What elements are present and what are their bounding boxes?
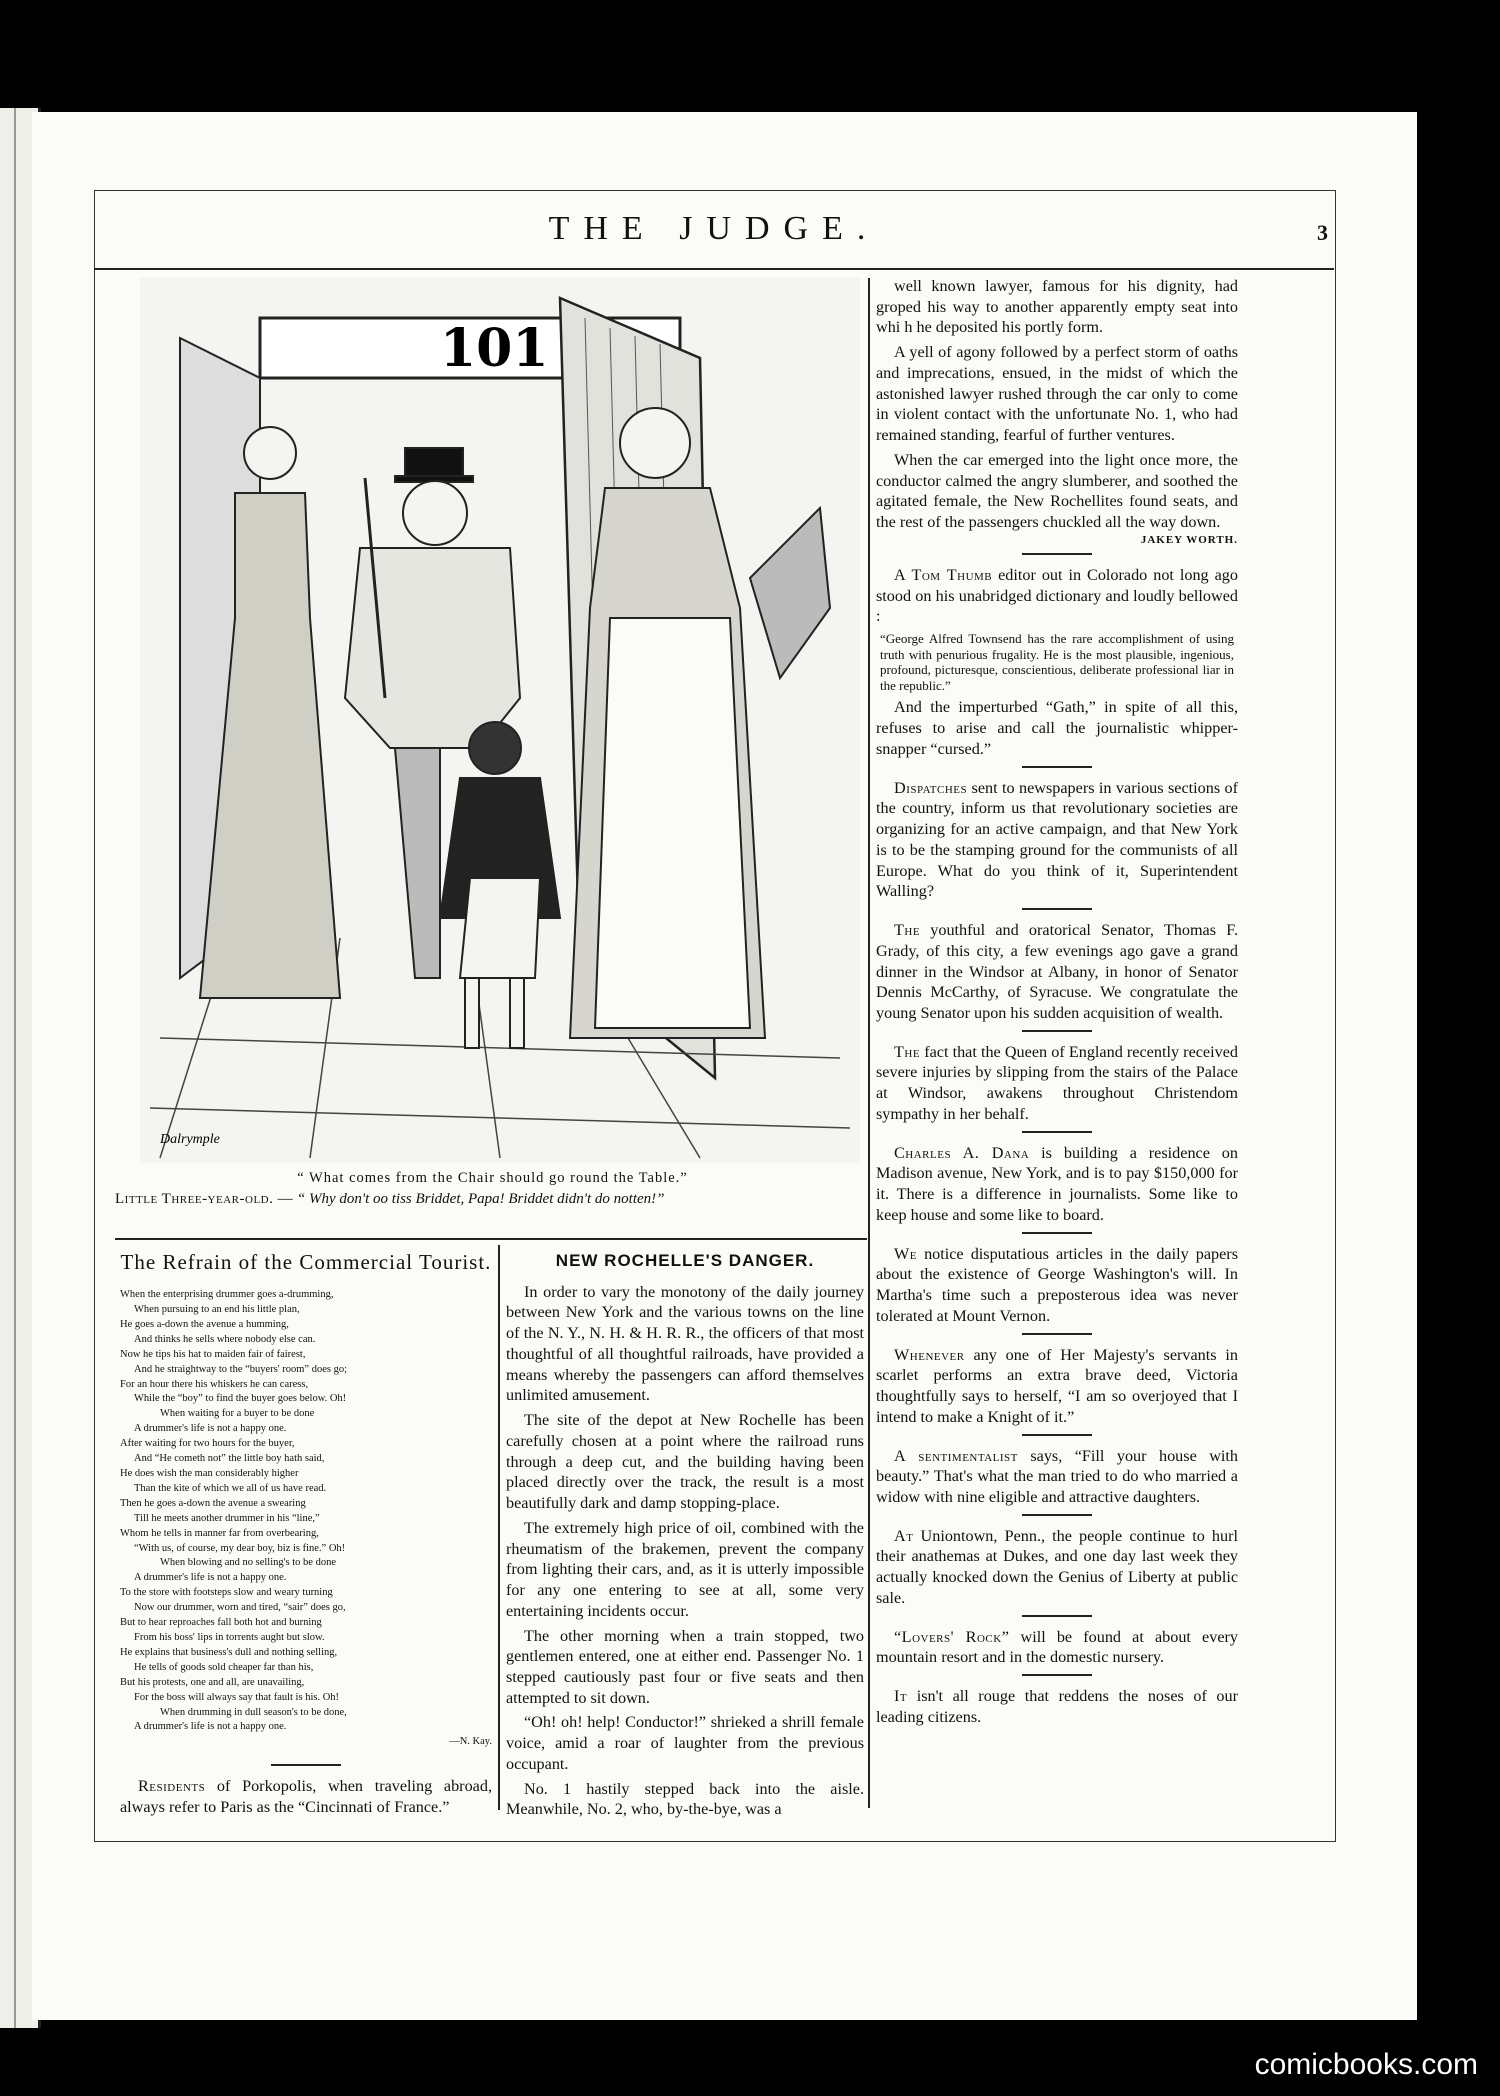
poem-line: He does wish the man considerably higher <box>120 1468 299 1480</box>
poem-line: Than the kite of which we all of us have read. <box>134 1482 327 1494</box>
poem-line: But to hear reproaches fall both hot and burning <box>120 1617 322 1629</box>
cartoon-illustration <box>140 278 860 1163</box>
news-item <box>876 1042 1238 1125</box>
news-item <box>876 920 1238 1024</box>
news-item-text: says, “Fill your house with beauty.” That's what the man tried to do who married a widow with nine eligible and attractive daughters. <box>876 1446 1238 1506</box>
poem-line: He goes a-down the avenue a humming, <box>120 1318 289 1330</box>
news-item-text: any one of Her Majesty's servants in scarlet performs an extra brave deed, Victoria thoughtfully says to herself, “I am so overjoyed that I intend to make a Knight of it.” <box>876 1345 1238 1426</box>
news-item <box>876 1526 1238 1609</box>
poem-line: For an hour there his whiskers he can caress, <box>120 1378 309 1390</box>
poem-line: And he straightway to the “buyers' room” does go; <box>134 1363 348 1375</box>
news-item-text: fact that the Queen of England recently received severe injuries by slipping from the stairs of the Palace at Windsor, awakens throughout Christendom sympathy in her behalf. <box>876 1042 1238 1123</box>
section-divider <box>1022 908 1092 910</box>
section-divider <box>1022 553 1092 555</box>
section-divider <box>1022 1674 1092 1676</box>
poem-line: When drumming in dull season's to be done, <box>160 1706 347 1718</box>
section-divider <box>271 1764 341 1766</box>
news-item-text: is building a residence on Madison avenue, New York, and is to pay $150,000 for it. There is a difference in journalists. Some like to keep house and some like to board. <box>876 1143 1238 1224</box>
poem-title: The Refrain of the Commercial Tourist. <box>120 1250 492 1274</box>
watermark: comicbooks.com <box>1254 2048 1478 2081</box>
poem-line: Now he tips his hat to maiden fair of fairest, <box>120 1348 306 1360</box>
news-item-lead: A sentimentalist <box>894 1446 1018 1465</box>
news-item-lead: We <box>894 1244 917 1263</box>
article-paragraph: In order to vary the monotony of the daily journey between New York and the various towns on the line of the N. Y., N. H. & H. R. R., the officers of that most thoughtful of all thoughtful railroads, have provided a means whereby the passengers can afford themselves unlimited amusement. <box>506 1282 864 1405</box>
article-paragraph: “Oh! oh! help! Conductor!” shrieked a shrill female voice, amid a roar of laughter from the previous occupant. <box>506 1713 864 1773</box>
article-signature: JAKEY WORTH. <box>1140 533 1238 546</box>
poem-line: And “He cometh not” the little boy hath said, <box>134 1453 325 1465</box>
news-items <box>876 553 1238 1728</box>
right-column <box>876 276 1238 1732</box>
porkopolis-text: of Porkopolis, when traveling abroad, always refer to Paris as the “Cincinnati of France.” <box>120 1777 492 1816</box>
news-item <box>876 1686 1238 1727</box>
article-paragraph: The site of the depot at New Rochelle has been carefully chosen at a point where the railroad runs through a deep cut, and the building having been placed directly over the track, the result is a most beautifully dark and damp stopping-place. <box>506 1411 864 1513</box>
article-paragraph: The other morning when a train stopped, two gentlemen entered, one at either end. Passenger No. 1 stepped cautiously past four or five seats and then attempted to sit down. <box>506 1626 864 1707</box>
poem-line: While the “boy” to find the buyer goes below. Oh! <box>134 1393 347 1405</box>
caption-rule <box>115 1238 867 1240</box>
page-number: 3 <box>1317 220 1328 245</box>
header-rule <box>94 268 1334 270</box>
section-divider <box>1022 1434 1092 1436</box>
poem-line: When waiting for a buyer to be done <box>160 1408 315 1420</box>
poem-author: —N. Kay. <box>449 1736 492 1748</box>
section-divider <box>1022 1333 1092 1335</box>
poem-line: Then he goes a-down the avenue a swearing <box>120 1497 306 1509</box>
article-continuation <box>876 276 1238 533</box>
poem-column <box>120 1250 492 1822</box>
poem-line: He tells of goods sold cheaper far than his, <box>134 1661 314 1673</box>
poem-line: After waiting for two hours for the buyer, <box>120 1438 295 1450</box>
caption-quote: “ Why don't oo tiss Briddet, Papa! Briddet didn't do notten!” <box>296 1191 665 1207</box>
news-item-lead: The <box>894 1042 921 1061</box>
article-paragraph: well known lawyer, famous for his dignity, had groped his way to another apparently empty seat into whi h he deposited his portly form. <box>876 277 1238 337</box>
news-item-lead: A Tom Thumb <box>894 565 993 584</box>
article-paragraph: No. 1 hastily stepped back into the aisle. Meanwhile, No. 2, who, by-the-bye, was a <box>506 1779 864 1819</box>
masthead: THE JUDGE. <box>548 210 880 247</box>
news-item-text: editor out in Colorado not long ago stood on his unabridged dictionary and loudly bellowed : <box>876 565 1238 626</box>
poem-line: And thinks he sells where nobody else can. <box>134 1333 316 1345</box>
caption-dialogue <box>115 1190 870 1209</box>
poem-body <box>120 1288 492 1750</box>
poem-line: A drummer's life is not a happy one. <box>134 1721 287 1733</box>
poem-line: To the store with footsteps slow and weary turning <box>120 1587 333 1599</box>
poem-line: When blowing and no selling's to be done <box>160 1557 336 1569</box>
section-divider <box>1022 1232 1092 1234</box>
news-item <box>876 778 1238 902</box>
poem-line: But his protests, one and all, are unavailing, <box>120 1676 305 1688</box>
caption-speaker: Little Three-year-old. — <box>115 1191 294 1207</box>
news-item-lead: At <box>894 1526 914 1545</box>
poem-line: Whom he tells in manner far from overbearing, <box>120 1527 319 1539</box>
news-item-text: notice disputatious articles in the daily papers about the existence of George Washington's will. In Martha's time such a preposterous idea was never tolerated at Mount Vernon. <box>876 1244 1238 1325</box>
news-item-lead: Charles A. Dana <box>894 1143 1030 1162</box>
news-item-quote: “George Alfred Townsend has the rare accomplishment of using truth with penurious frugality. He is the most plausible, ingenious, profound, picturesque, conscientious, deliberate professional liar in the republic.” <box>880 631 1234 693</box>
news-item-text: will be found at about every mountain resort and in the domestic nursery. <box>876 1627 1238 1667</box>
section-divider <box>1022 1131 1092 1133</box>
column-rule-right <box>868 278 870 1808</box>
news-item <box>876 1446 1238 1508</box>
artist-signature: Dalrymple <box>160 1132 220 1147</box>
page-header <box>94 210 1334 270</box>
poem-line: Now our drummer, worn and tired, “sair” does go, <box>134 1602 346 1614</box>
article-paragraph: The extremely high price of oil, combined with the rheumatism of the brakemen, prevent the company from lighting their cars, and, as it is utterly impossible for any one entering to see at all, some very entertaining incidents occur. <box>506 1518 864 1620</box>
column-rule-middle <box>498 1245 500 1810</box>
article-title: NEW ROCHELLE'S DANGER. <box>555 1251 815 1270</box>
news-item-lead: “Lovers' Rock” <box>894 1627 1010 1646</box>
poem-line: A drummer's life is not a happy one. <box>134 1572 287 1584</box>
article-paragraph: A yell of agony followed by a perfect storm of oaths and imprecations, ensued, in the midst of which the astonished lawyer rushed through the car only to come in violent contact with the unfortunate No. 1, who had remained standing, fearful of further ventures. <box>876 343 1238 445</box>
news-item-text: sent to newspapers in various sections of the country, inform us that revolutionary societies are organizing for an active campaign, and that New York is to be the stamping ground for the communists of all Europe. What do you think of it, Superintendent Walling? <box>876 778 1238 901</box>
news-item-text: isn't all rouge that reddens the noses of our leading citizens. <box>876 1687 1238 1726</box>
section-divider <box>1022 1030 1092 1032</box>
news-item <box>876 565 1238 627</box>
caption-title: “ What comes from the Chair should go round the Table.” <box>297 1170 688 1186</box>
section-divider <box>1022 1514 1092 1516</box>
article-body <box>506 1282 864 1820</box>
poem-line: From his boss' lips in torrents aught but slow. <box>134 1631 325 1643</box>
news-item-text: And the imperturbed “Gath,” in spite of all this, refuses to arise and call the journalistic whipper-snapper “cursed.” <box>876 698 1238 758</box>
poem-line: Till he meets another drummer in his “line,” <box>134 1512 320 1524</box>
article-paragraph: When the car emerged into the light once more, the conductor calmed the angry slumberer, and soothed the agitated female, the New Rochellites found seats, and the rest of the passengers chuckled all the way down. <box>876 450 1238 532</box>
news-item-text: youthful and oratorical Senator, Thomas F. Grady, of this city, a few evenings ago gave a grand dinner in the Windsor at Albany, in honor of Senator Dennis McCarthy, of Syracuse. We congratulate the young Senator upon his sudden acquisition of wealth. <box>876 921 1238 1023</box>
news-item-lead: The <box>894 921 921 940</box>
news-item <box>876 1244 1238 1327</box>
news-item-lead: Whenever <box>894 1345 965 1364</box>
section-divider <box>1022 1615 1092 1617</box>
poem-line: When pursuing to an end his little plan, <box>134 1304 300 1316</box>
poem-line: A drummer's life is not a happy one. <box>134 1423 287 1435</box>
news-item-text: Uniontown, Penn., the people continue to hurl their anathemas at Dukes, and one day last week they actually knocked down the Genius of Liberty at public sale. <box>876 1526 1238 1607</box>
porkopolis-lead: Residents <box>138 1777 206 1796</box>
article-column <box>506 1250 864 1824</box>
news-item-lead: It <box>894 1687 908 1706</box>
poem-line: “With us, of course, my dear boy, biz is fine.” Oh! <box>134 1542 346 1554</box>
poem-line: For the boss will always say that fault is his. Oh! <box>134 1691 340 1703</box>
door-sign: 101 <box>440 318 549 379</box>
poem-line: He explains that business's dull and nothing selling, <box>120 1646 338 1658</box>
poem-line: When the enterprising drummer goes a-drumming, <box>120 1289 334 1301</box>
news-item-lead: Dispatches <box>894 778 968 797</box>
news-item <box>876 1345 1238 1428</box>
section-divider <box>1022 766 1092 768</box>
porkopolis-paragraph <box>120 1776 492 1817</box>
news-item <box>876 1627 1238 1668</box>
news-item <box>876 1143 1238 1226</box>
